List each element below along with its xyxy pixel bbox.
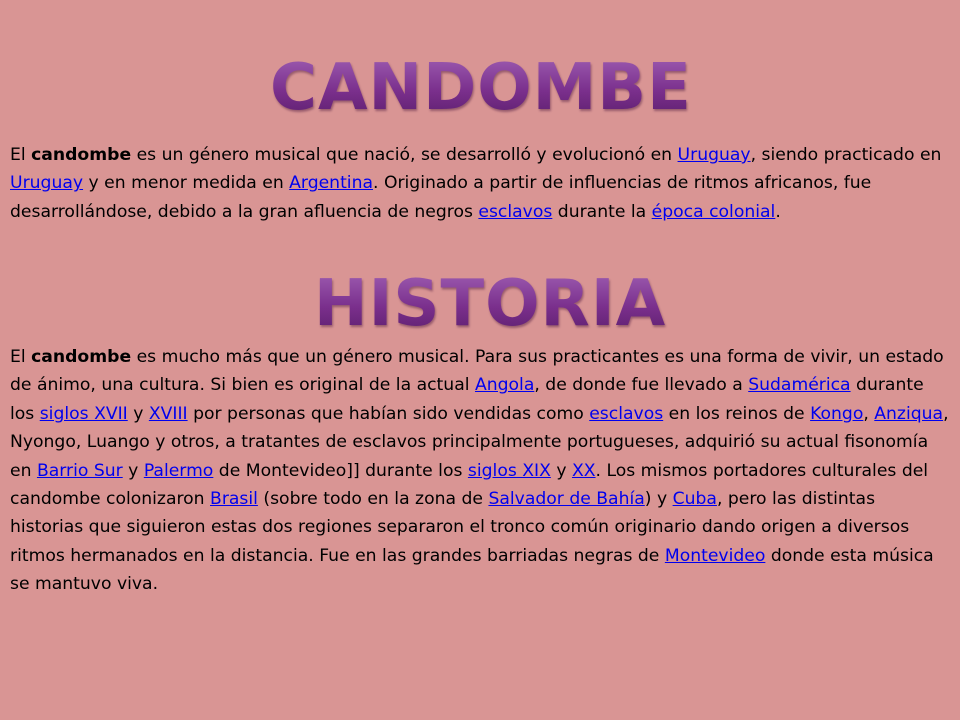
historia-text: , (863, 403, 875, 424)
intro-text: y en menor medida en (83, 173, 290, 194)
link-anziqua[interactable]: Anziqua (874, 403, 944, 424)
intro-paragraph (10, 141, 952, 226)
link-xviii[interactable]: XVIII (148, 403, 188, 424)
historia-text: donde esta música se mantuvo viva. (10, 545, 934, 595)
historia-text: y (127, 403, 149, 424)
link-montevideo[interactable]: Montevideo (664, 545, 766, 566)
link-angola[interactable]: Angola (474, 375, 535, 396)
intro-bold-candombe: candombe (31, 145, 132, 165)
historia-text: es mucho más que un género musical. Para sus practicantes es una forma de vivir, un estado de ánimo, una cultura. Si bien es original de la actual (10, 347, 944, 396)
link-kongo[interactable]: Kongo (810, 403, 864, 424)
link-sudamerica[interactable]: Sudamérica (748, 375, 851, 396)
historia-text: por personas que habían sido vendidas como (187, 403, 590, 424)
link-epoca-colonial[interactable]: época colonial (651, 201, 776, 222)
historia-text: y (122, 460, 144, 481)
link-siglos-xvii[interactable]: siglos XVII (39, 403, 128, 424)
intro-text: . (775, 201, 781, 222)
intro-text: durante la (552, 201, 652, 222)
link-argentina[interactable]: Argentina (289, 173, 374, 194)
link-esclavos[interactable]: esclavos (478, 201, 553, 222)
historia-text: , de donde fue llevado a (534, 375, 749, 396)
historia-text: de Montevideo]] durante los (213, 460, 468, 481)
link-salvador-de-bahia[interactable]: Salvador de Bahía (488, 489, 645, 510)
historia-text: (sobre todo en la zona de (257, 489, 489, 510)
historia-text: El (10, 347, 32, 367)
intro-text: es un género musical que nació, se desarrolló y evolucionó en (131, 145, 678, 165)
link-cuba[interactable]: Cuba (672, 489, 717, 510)
title-historia: HISTORIA (314, 267, 667, 341)
link-esclavos[interactable]: esclavos (589, 403, 664, 424)
historia-text: . Los mismos portadores culturales del candombe colonizaron (10, 460, 929, 510)
historia-text: durante los (10, 375, 924, 424)
link-uruguay[interactable]: Uruguay (677, 145, 751, 165)
historia-text: en los reinos de (663, 403, 811, 424)
historia-paragraph (10, 343, 952, 599)
historia-bold-candombe: candombe (31, 347, 132, 367)
intro-text: . Originado a partir de influencias de ritmos africanos, fue desarrollándose, debido a la gran afluencia de negros (10, 173, 872, 222)
link-uruguay[interactable]: Uruguay (10, 173, 84, 194)
link-siglos-xix[interactable]: siglos XIX (467, 460, 551, 481)
link-barrio-sur[interactable]: Barrio Sur (36, 460, 123, 481)
title-candombe: CANDOMBE (270, 51, 692, 125)
intro-text: El (10, 145, 32, 165)
historia-text: , Nyongo, Luango y otros, a tratantes de esclavos principalmente portugueses, adquirió su actual fisonomía en (10, 403, 949, 481)
intro-text: , siendo practicado en (750, 145, 942, 165)
link-palermo[interactable]: Palermo (143, 460, 214, 481)
link-xx[interactable]: XX (571, 460, 596, 481)
historia-text: y (550, 460, 572, 481)
link-brasil[interactable]: Brasil (210, 489, 258, 510)
historia-text: , pero las distintas historias que siguieron estas dos regiones separaron el tronco común originario dando origen a diversos ritmos hermanados en la distancia. Fue en las grandes barriadas negras de (10, 489, 910, 566)
historia-text: ) y (644, 489, 673, 510)
